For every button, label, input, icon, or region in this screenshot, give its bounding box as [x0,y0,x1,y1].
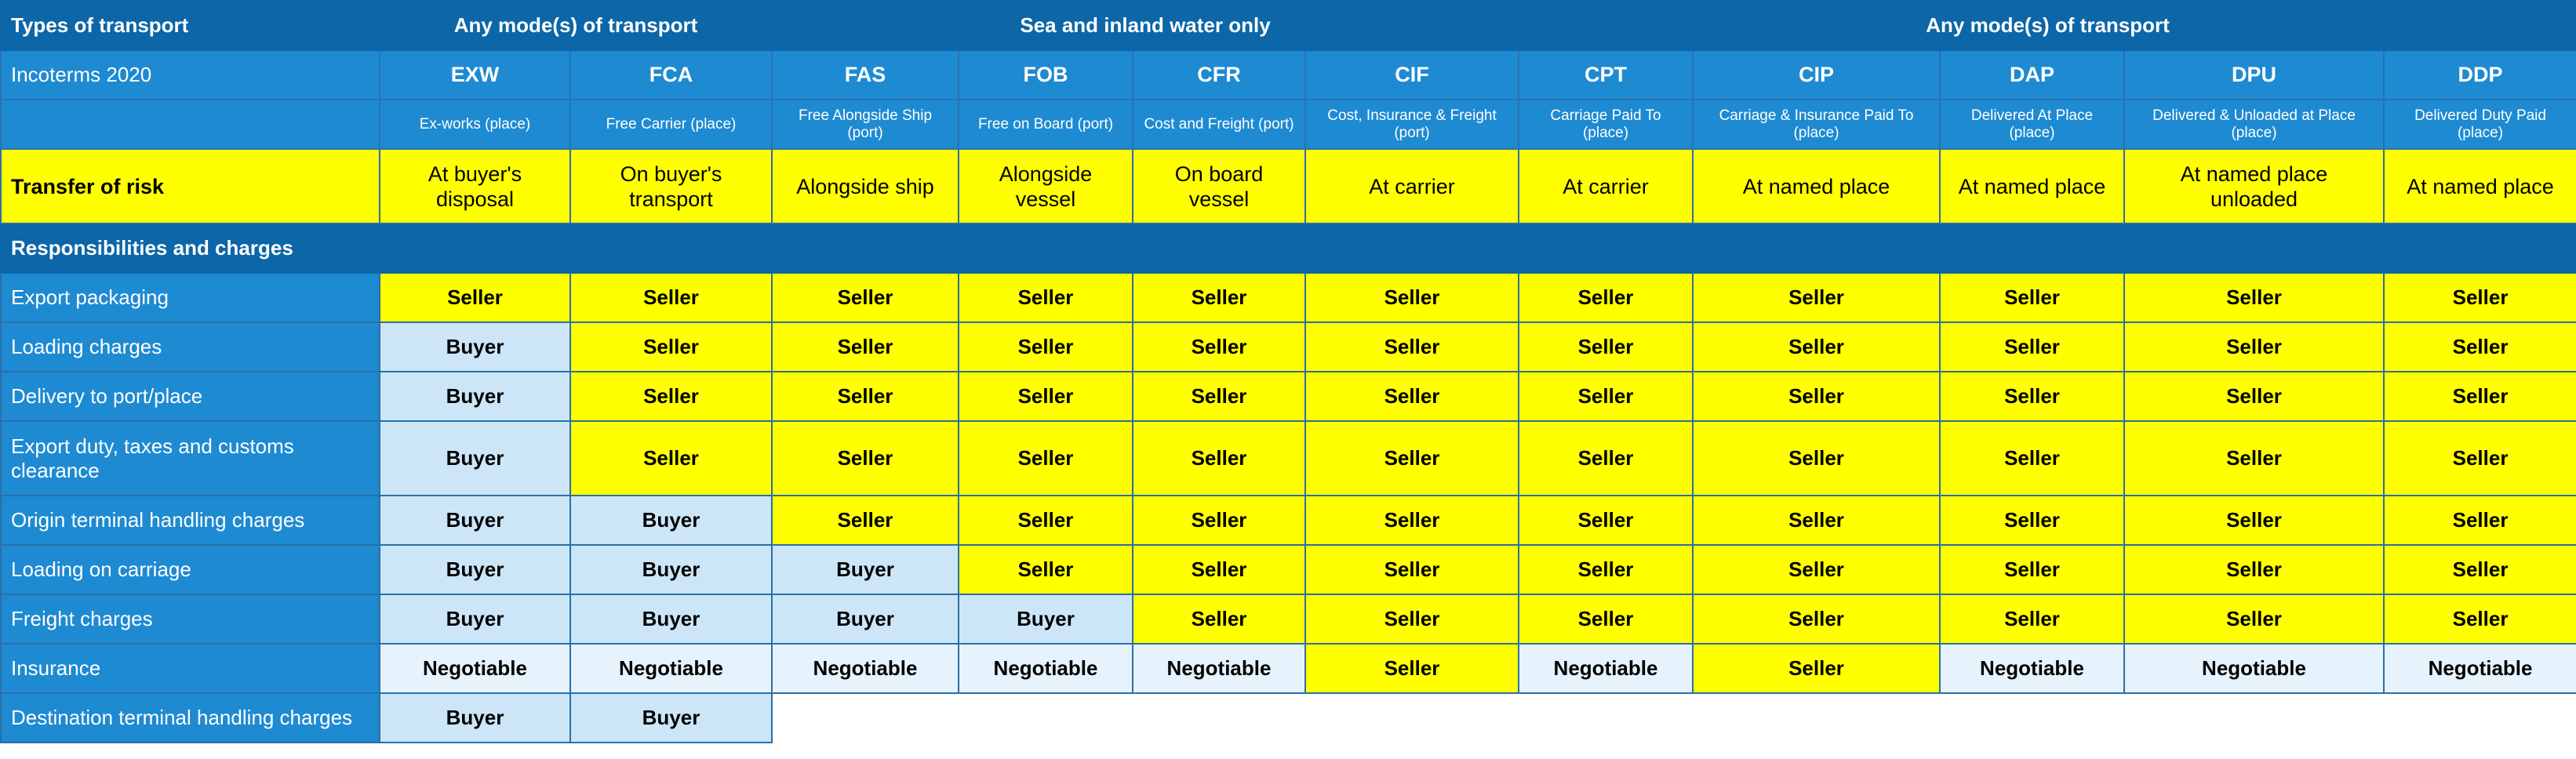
responsibility-cell: Seller [1940,496,2124,545]
risk-cip: At named place [1693,149,1940,223]
term-code-fob: FOB [959,50,1133,100]
responsibility-cell: Seller [1133,496,1305,545]
responsibility-cell: Seller [772,421,959,496]
term-code-cip: CIP [1693,50,1940,100]
responsibility-cell: Buyer [570,545,772,594]
duty-label: Loading charges [1,322,380,372]
responsibility-cell: Seller [570,322,772,372]
duty-label: Insurance [1,644,380,693]
responsibility-cell: Buyer [959,594,1133,644]
duty-row [1,644,2576,693]
duty-label: Destination terminal handling charges [1,693,380,743]
risk-fas: Alongside ship [772,149,959,223]
responsibility-cell: Seller [2384,273,2576,322]
duty-row [1,322,2576,372]
empty-cell [959,693,1133,743]
responsibility-cell: Seller [959,322,1133,372]
responsibility-cell: Seller [1519,545,1693,594]
incoterms-label: Incoterms 2020 [1,50,380,100]
term-name-cpt: Carriage Paid To (place) [1519,100,1693,149]
responsibility-cell: Negotiable [2384,644,2576,693]
types-of-transport-label: Types of transport [1,1,380,50]
responsibility-cell: Seller [1519,322,1693,372]
risk-dap: At named place [1940,149,2124,223]
duty-label: Export duty, taxes and customs clearance [1,421,380,496]
responsibility-cell: Negotiable [380,644,570,693]
risk-cif: At carrier [1305,149,1519,223]
term-name-fob: Free on Board (port) [959,100,1133,149]
responsibility-cell: Seller [1940,372,2124,421]
responsibility-cell: Buyer [772,594,959,644]
term-name-fca: Free Carrier (place) [570,100,772,149]
term-code-dpu: DPU [2124,50,2384,100]
responsibility-cell: Negotiable [570,644,772,693]
responsibility-cell: Negotiable [1519,644,1693,693]
responsibility-cell: Seller [2124,594,2384,644]
responsibility-cell: Seller [2124,545,2384,594]
term-name-label-empty [1,100,380,149]
responsibility-cell: Seller [2384,421,2576,496]
responsibility-cell: Seller [1519,273,1693,322]
responsibility-cell: Seller [2124,421,2384,496]
responsibility-cell: Buyer [380,372,570,421]
duty-row [1,496,2576,545]
responsibility-cell: Seller [1693,496,1940,545]
risk-cfr: On board vessel [1133,149,1305,223]
term-code-row [1,50,2576,100]
duty-row [1,372,2576,421]
responsibility-cell: Seller [2124,273,2384,322]
duty-row [1,273,2576,322]
term-name-ddp: Delivered Duty Paid (place) [2384,100,2576,149]
responsibility-cell: Negotiable [1940,644,2124,693]
responsibility-cell: Seller [570,421,772,496]
duty-label: Origin terminal handling charges [1,496,380,545]
responsibility-cell: Seller [2384,322,2576,372]
responsibility-cell: Seller [1133,273,1305,322]
responsibility-cell: Seller [2384,496,2576,545]
term-code-ddp: DDP [2384,50,2576,100]
responsibility-cell: Seller [1133,372,1305,421]
responsibility-cell: Seller [1305,372,1519,421]
term-name-cif: Cost, Insurance & Freight (port) [1305,100,1519,149]
responsibility-cell: Seller [1519,594,1693,644]
term-name-exw: Ex-works (place) [380,100,570,149]
responsibility-cell: Seller [1305,545,1519,594]
empty-cell [2384,693,2576,743]
responsibility-cell: Negotiable [2124,644,2384,693]
responsibility-cell: Seller [1305,496,1519,545]
responsibility-cell: Buyer [380,421,570,496]
responsibility-cell: Seller [772,372,959,421]
responsibility-cell: Seller [1693,421,1940,496]
empty-cell [1693,693,1940,743]
responsibility-cell: Seller [959,421,1133,496]
transfer-of-risk-label: Transfer of risk [1,149,380,223]
responsibility-cell: Seller [1519,372,1693,421]
responsibility-cell: Seller [1305,322,1519,372]
duty-row [1,693,2576,743]
responsibility-cell: Seller [772,273,959,322]
term-code-cpt: CPT [1519,50,1693,100]
responsibility-cell: Buyer [380,693,570,743]
responsibility-cell: Seller [772,322,959,372]
responsibility-cell: Buyer [380,496,570,545]
responsibility-cell: Seller [1693,644,1940,693]
term-code-cif: CIF [1305,50,1519,100]
responsibility-cell: Buyer [380,545,570,594]
responsibility-cell: Seller [1133,594,1305,644]
responsibility-cell: Seller [1693,594,1940,644]
responsibility-cell: Seller [1940,545,2124,594]
responsibility-cell: Seller [1133,421,1305,496]
group-sea-inland: Sea and inland water only [772,1,1519,50]
responsibility-cell: Seller [2384,594,2576,644]
responsibility-cell: Seller [1693,322,1940,372]
section-header-row [1,223,2576,273]
empty-cell [1519,693,1693,743]
responsibility-cell: Seller [380,273,570,322]
term-code-dap: DAP [1940,50,2124,100]
responsibility-cell: Seller [1133,322,1305,372]
responsibility-cell: Seller [1693,545,1940,594]
responsibility-cell: Seller [570,372,772,421]
responsibility-cell: Buyer [380,322,570,372]
term-name-dap: Delivered At Place (place) [1940,100,2124,149]
risk-fob: Alongside vessel [959,149,1133,223]
responsibility-cell: Negotiable [959,644,1133,693]
responsibility-cell: Seller [1305,273,1519,322]
duty-label: Loading on carriage [1,545,380,594]
responsibility-cell: Buyer [570,693,772,743]
term-name-row [1,100,2576,149]
duty-label: Export packaging [1,273,380,322]
responsibility-cell: Seller [2384,545,2576,594]
responsibility-cell: Seller [2124,372,2384,421]
empty-cell [1940,693,2124,743]
duty-label: Freight charges [1,594,380,644]
responsibility-cell: Seller [1519,421,1693,496]
transfer-of-risk-row [1,149,2576,223]
duty-row [1,545,2576,594]
responsibility-cell: Seller [2384,372,2576,421]
term-name-fas: Free Alongside Ship (port) [772,100,959,149]
duty-row [1,594,2576,644]
responsibility-cell: Seller [959,496,1133,545]
responsibility-cell: Seller [959,273,1133,322]
responsibility-cell: Seller [1940,273,2124,322]
responsibility-cell: Seller [1940,322,2124,372]
group-any-mode-1: Any mode(s) of transport [380,1,772,50]
risk-fca: On buyer's transport [570,149,772,223]
responsibility-cell: Seller [1693,273,1940,322]
group-any-mode-2: Any mode(s) of transport [1519,1,2576,50]
responsibility-cell: Seller [1133,545,1305,594]
responsibility-cell: Buyer [772,545,959,594]
responsibility-cell: Seller [1940,594,2124,644]
duties-body [1,273,2576,743]
term-code-cfr: CFR [1133,50,1305,100]
term-name-cip: Carriage & Insurance Paid To (place) [1693,100,1940,149]
responsibility-cell: Seller [2124,322,2384,372]
responsibility-cell: Buyer [570,496,772,545]
responsibility-cell: Seller [959,545,1133,594]
term-code-fas: FAS [772,50,959,100]
responsibility-cell: Seller [1305,644,1519,693]
responsibility-cell: Seller [959,372,1133,421]
risk-exw: At buyer's disposal [380,149,570,223]
empty-cell [1133,693,1305,743]
responsibility-cell: Seller [1693,372,1940,421]
risk-dpu: At named place unloaded [2124,149,2384,223]
risk-cpt: At carrier [1519,149,1693,223]
responsibilities-header: Responsibilities and charges [1,223,2576,273]
responsibility-cell: Buyer [570,594,772,644]
risk-ddp: At named place [2384,149,2576,223]
responsibility-cell: Seller [570,273,772,322]
responsibility-cell: Negotiable [772,644,959,693]
transport-types-row [1,1,2576,50]
responsibility-cell: Negotiable [1133,644,1305,693]
empty-cell [1305,693,1519,743]
responsibility-cell: Seller [2124,496,2384,545]
responsibility-cell: Seller [1519,496,1693,545]
term-name-cfr: Cost and Freight (port) [1133,100,1305,149]
duty-row [1,421,2576,496]
empty-cell [2124,693,2384,743]
responsibility-cell: Seller [1305,421,1519,496]
term-code-exw: EXW [380,50,570,100]
responsibility-cell: Buyer [380,594,570,644]
responsibility-cell: Seller [1305,594,1519,644]
responsibility-cell: Seller [1940,421,2124,496]
responsibility-cell: Seller [772,496,959,545]
duty-label: Delivery to port/place [1,372,380,421]
empty-cell [772,693,959,743]
term-code-fca: FCA [570,50,772,100]
term-name-dpu: Delivered & Unloaded at Place (place) [2124,100,2384,149]
